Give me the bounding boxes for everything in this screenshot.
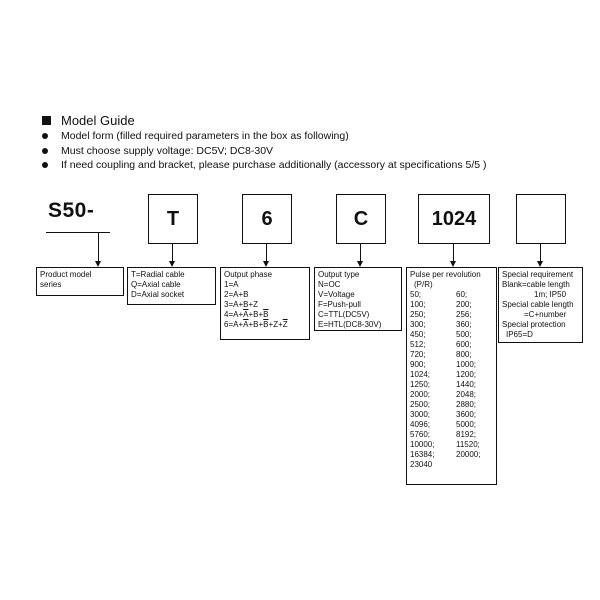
- desc-cable: T=Radial cable Q=Axial cable D=Axial socket: [127, 267, 216, 305]
- ppr-value: 450;: [410, 330, 426, 339]
- ppr-value: 1440;: [456, 380, 477, 389]
- ppr-value: 10000;: [410, 440, 435, 449]
- model-guide-heading: [42, 113, 135, 128]
- ppr-value: 500;: [456, 330, 472, 339]
- ppr-value: 50;: [410, 290, 422, 299]
- dot-bullet-icon: [42, 133, 48, 139]
- code-box-output: C: [336, 194, 386, 244]
- connector-line: [266, 244, 267, 261]
- ppr-value: 900;: [410, 360, 426, 369]
- ppr-value: [456, 460, 496, 470]
- ppr-value: 11520;: [456, 440, 480, 449]
- ppr-value: 20000;: [456, 450, 481, 459]
- guide-bullet: Model form (filled required parameters in the box as following): [42, 129, 487, 144]
- ppr-value: 512;: [410, 340, 426, 349]
- guide-bullets: [42, 129, 487, 173]
- code-box-cable: T: [148, 194, 198, 244]
- ppr-value: 100;: [410, 300, 426, 309]
- guide-bullet: Must choose supply voltage: DC5V; DC8-30V: [42, 144, 487, 159]
- model-prefix: S50-: [48, 199, 95, 222]
- ppr-value: 250;: [410, 310, 426, 319]
- desc-ppr: Pulse per revolution (P/R) 50; 60; 100; 200; 250; 256; 300; 360; 450; 500; 512; 600; 720; 800; 900; 1000; 1024; 1200; 1250; 1440; 2000; 2048; 2500; 2880; 3000; 3600; 4096; 5000; 5760; 8192; 10000; 11520; 16384; 20000; 23040: [406, 267, 497, 485]
- connector-line: [172, 244, 173, 261]
- ppr-value: 720;: [410, 350, 426, 359]
- ppr-value: 5760;: [410, 430, 431, 439]
- ppr-value: 16384;: [410, 450, 435, 459]
- dot-bullet-icon: [42, 148, 48, 154]
- connector-line: [453, 244, 454, 261]
- ppr-value: 360;: [456, 320, 472, 329]
- desc-output: Output type N=OC V=Voltage F=Push-pull C=TTL(DC5V) E=HTL(DC8-30V): [314, 267, 402, 331]
- ppr-value: 8192;: [456, 430, 477, 439]
- ppr-value: 1250;: [410, 380, 431, 389]
- ppr-value: 1200;: [456, 370, 477, 379]
- square-bullet-icon: [42, 116, 51, 125]
- model-guide-title: Model Guide: [61, 113, 135, 128]
- guide-bullet: If need coupling and bracket, please purchase additionally (accessory at specifications 5/5 ): [42, 158, 487, 173]
- code-box-special: [516, 194, 566, 244]
- ppr-value: 600;: [456, 340, 472, 349]
- connector-line: [360, 244, 361, 261]
- ppr-value: 1024;: [410, 370, 431, 379]
- ppr-value: 2048;: [456, 390, 477, 399]
- ppr-value: 2880;: [456, 400, 477, 409]
- desc-special: Special requirement Blank=cable length 1m; IP50 Special cable length =C+number Special protection IP65=D: [498, 267, 583, 343]
- ppr-value: 300;: [410, 320, 426, 329]
- dot-bullet-icon: [42, 162, 48, 168]
- ppr-value: 1000;: [456, 360, 477, 369]
- ppr-value: 200;: [456, 300, 472, 309]
- code-box-ppr: 1024: [418, 194, 490, 244]
- connector-line: [540, 244, 541, 261]
- ppr-value: 800;: [456, 350, 472, 359]
- ppr-value: 5000;: [456, 420, 477, 429]
- ppr-value: 3000;: [410, 410, 431, 419]
- desc-phase: Output phase 1=A 2=A+B 3=A+B+Z $4=A+\overline{A}+B+\overline{B}$ $6=A+\overline{A}+B+\overline{B}+Z+\overline{Z}$: [220, 267, 310, 340]
- ppr-values: [410, 290, 493, 470]
- code-box-phase: 6: [242, 194, 292, 244]
- phase-line-4: $4=A+\overline{A}+B+\overline{B}$: [224, 310, 269, 319]
- prefix-underline: [46, 232, 110, 233]
- connector-line: [98, 232, 99, 261]
- ppr-value: 23040: [410, 460, 433, 469]
- ppr-value: 60;: [456, 290, 468, 299]
- desc-series: Product model series: [36, 267, 124, 296]
- ppr-value: 3600;: [456, 410, 477, 419]
- phase-line-6: $6=A+\overline{A}+B+\overline{B}+Z+\overline{Z}$: [224, 320, 288, 329]
- ppr-value: 2500;: [410, 400, 431, 409]
- ppr-value: 4096;: [410, 420, 431, 429]
- ppr-value: 2000;: [410, 390, 431, 399]
- ppr-value: 256;: [456, 310, 472, 319]
